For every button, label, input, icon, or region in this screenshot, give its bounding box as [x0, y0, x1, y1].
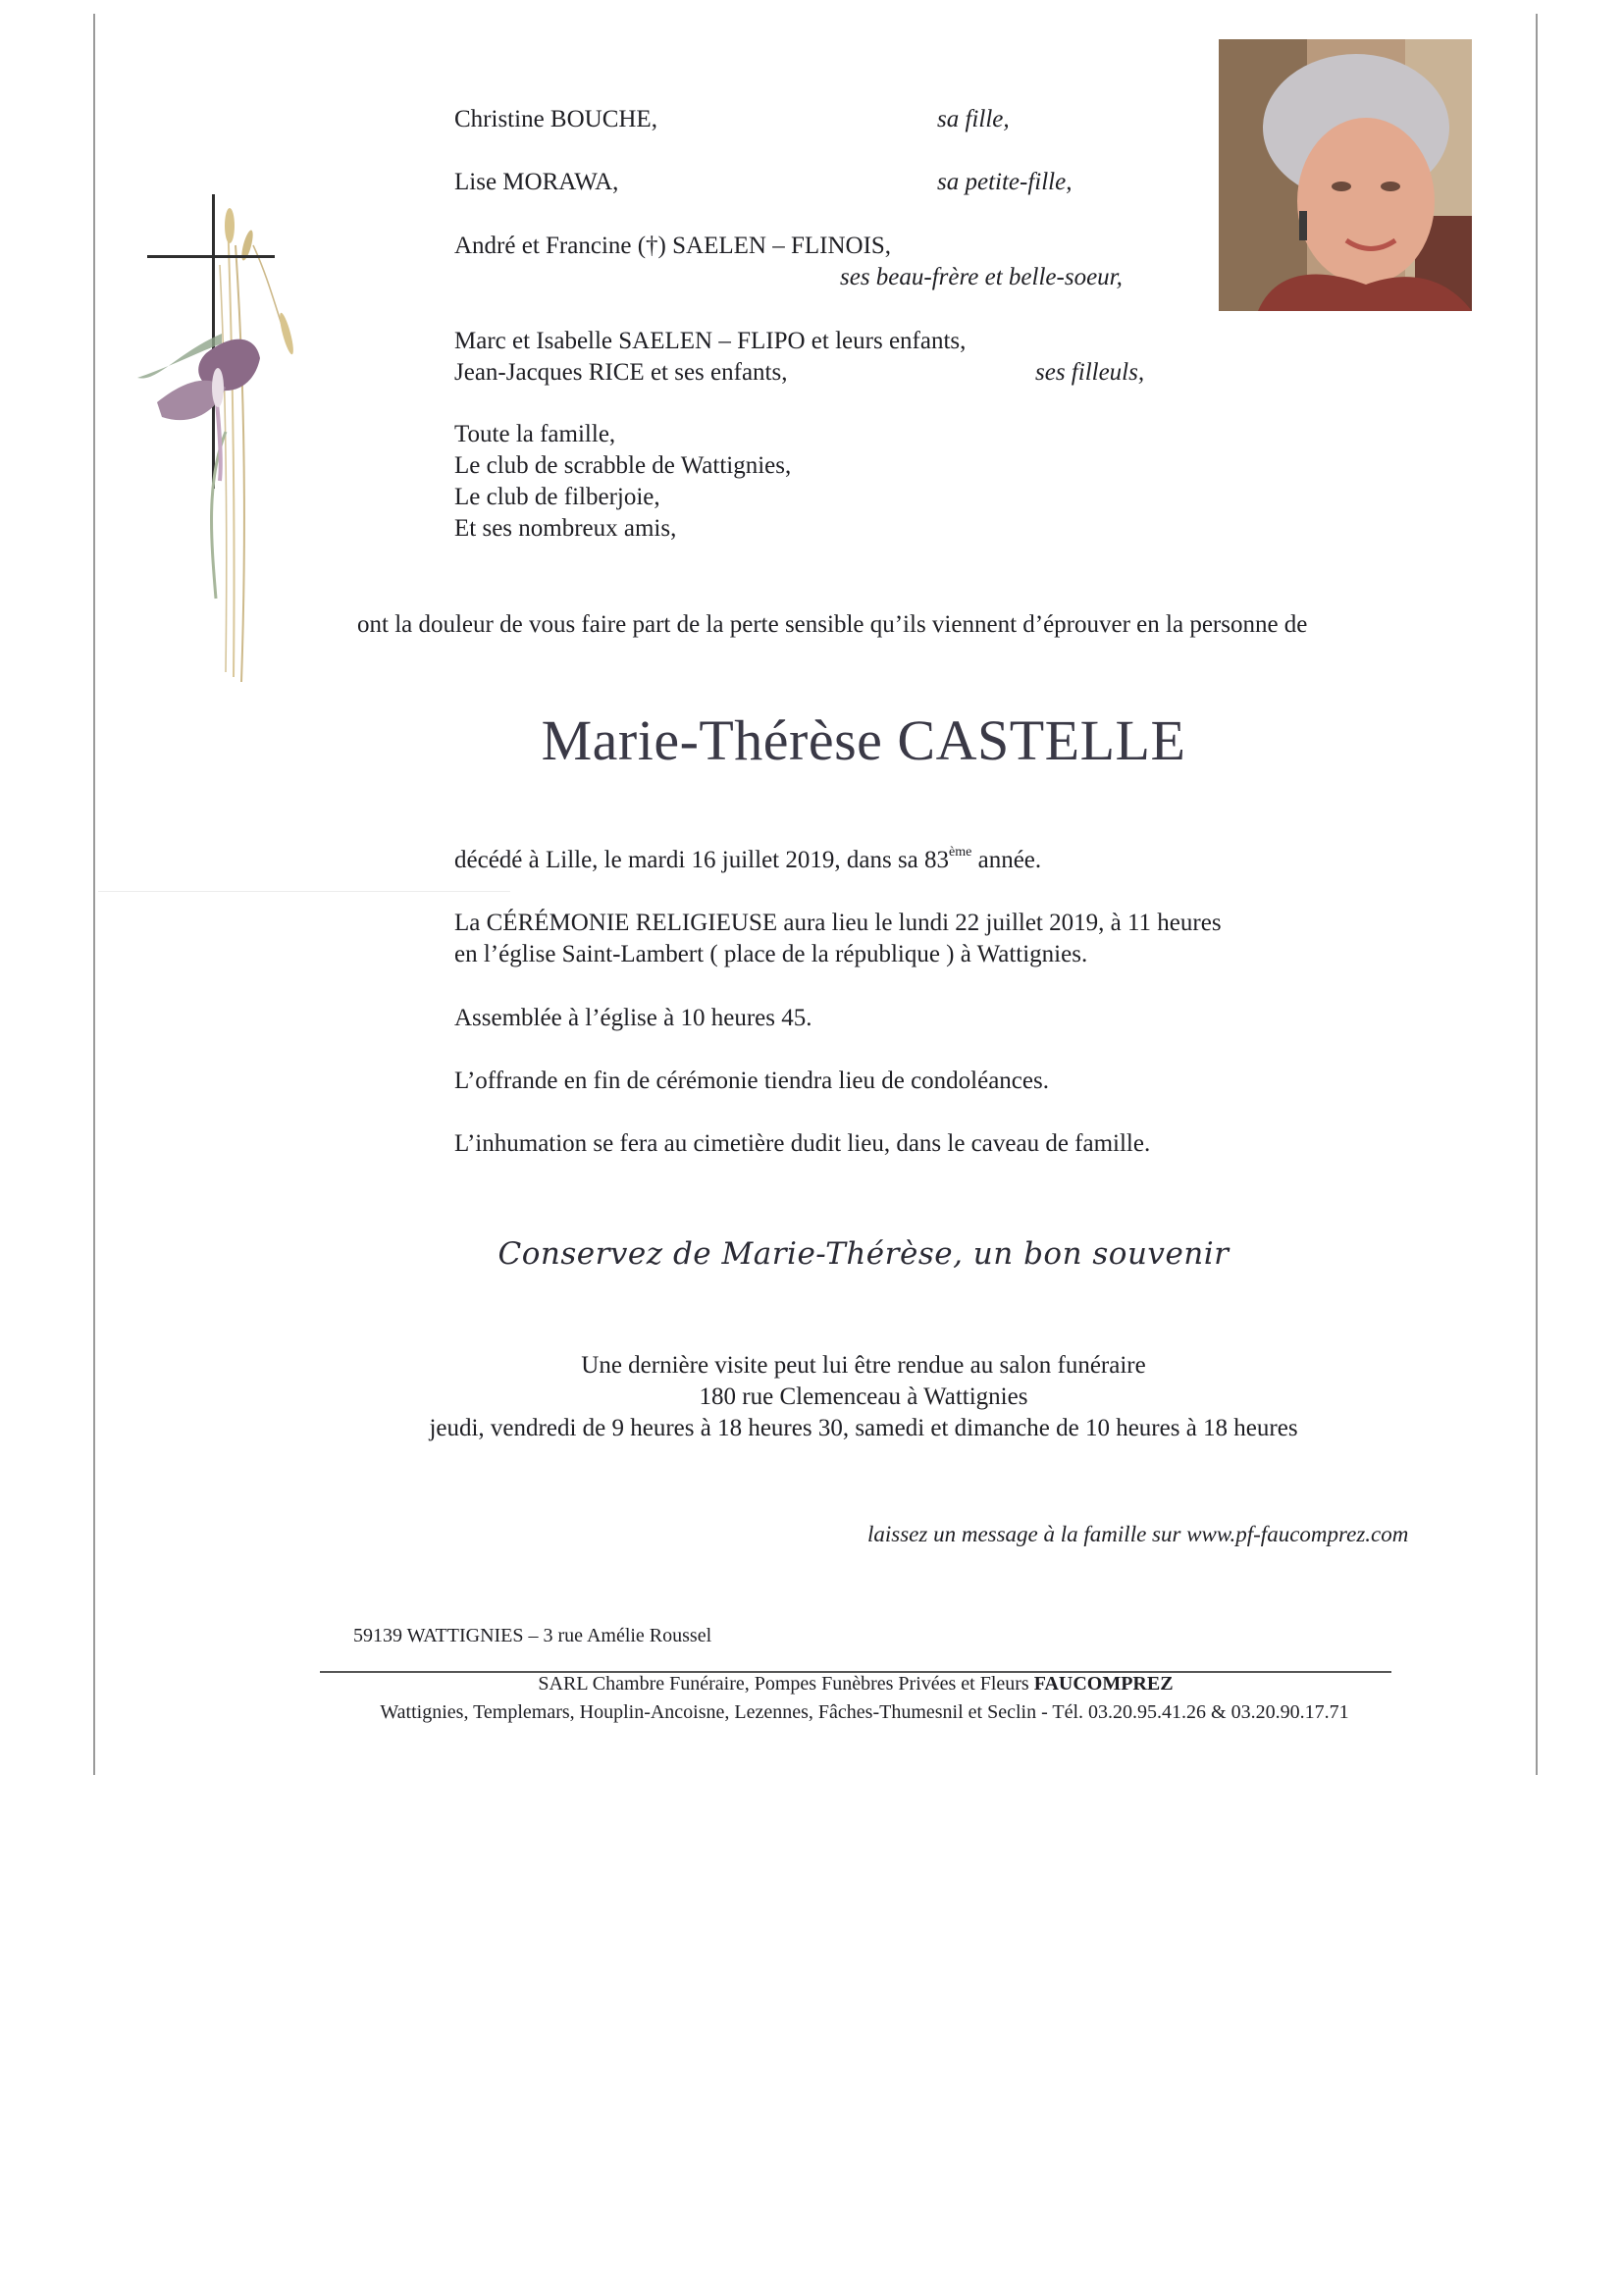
family-name-3: André et Francine (†) SAELEN – FLINOIS, [454, 233, 892, 259]
visit-line-2: 180 rue Clemenceau à Wattignies [699, 1383, 1028, 1410]
message-line: laissez un message à la famille sur www.pf-faucomprez.com [867, 1522, 1409, 1546]
visit-line-3: jeudi, vendredi de 9 heures à 18 heures 30, samedi et dimanche de 10 heures à 18 heures [429, 1415, 1298, 1441]
family-relation-5: ses filleuls, [1035, 359, 1145, 386]
footer-locations: Wattignies, Templemars, Houplin-Ancoisne, Lezennes, Fâches-Thumesnil et Seclin - Tél. 03.20.95.41.26 & 03.20.90.17.71 [380, 1701, 1349, 1723]
family-name-4: Marc et Isabelle SAELEN – FLIPO et leurs enfants, [454, 328, 967, 354]
ceremony-assembly: Assemblée à l’église à 10 heures 45. [454, 1005, 812, 1031]
ceremony-offering: L’offrande en fin de cérémonie tiendra lieu de condoléances. [454, 1068, 1049, 1094]
deceased-name: Marie-Thérèse CASTELLE [541, 708, 1186, 772]
ceremony-line-1: La CÉRÉMONIE RELIGIEUSE aura lieu le lundi 22 juillet 2019, à 11 heures [454, 910, 1222, 936]
family-others-3: Le club de filberjoie, [454, 484, 660, 510]
portrait-photo [1219, 39, 1472, 311]
scan-right-edge [1536, 14, 1538, 1775]
family-name-1: Christine BOUCHE, [454, 106, 657, 132]
family-others-1: Toute la famille, [454, 421, 616, 447]
death-text-before: décédé à Lille, le mardi 16 juillet 2019, dans sa 83 [454, 847, 950, 873]
footer-company [320, 1672, 1391, 1696]
scan-fold-line [98, 891, 510, 892]
family-name-2: Lise MORAWA, [454, 169, 619, 195]
visit-line-1: Une dernière visite peut lui être rendue au salon funéraire [581, 1352, 1146, 1379]
footer-company-prefix: SARL Chambre Funéraire, Pompes Funèbres Privées et Fleurs [538, 1673, 1034, 1695]
keepsake-line: Conservez de Marie-Thérèse, un bon souvenir [497, 1236, 1230, 1272]
family-relation-2: sa petite-fille, [937, 169, 1073, 195]
family-relation-1: sa fille, [937, 106, 1010, 132]
ceremony-line-2: en l’église Saint-Lambert ( place de la république ) à Wattignies. [454, 941, 1088, 967]
scan-left-edge [93, 14, 95, 1775]
family-others-2: Le club de scrabble de Wattignies, [454, 452, 792, 479]
death-sup: ème [949, 845, 972, 860]
ceremony-burial: L’inhumation se fera au cimetière dudit lieu, dans le caveau de famille. [454, 1130, 1151, 1157]
family-name-5: Jean-Jacques RICE et ses enfants, [454, 359, 788, 386]
announcement-text: ont la douleur de vous faire part de la perte sensible qu’ils viennent d’éprouver en la personne de [357, 611, 1308, 638]
footer-address: 59139 WATTIGNIES – 3 rue Amélie Roussel [353, 1625, 712, 1646]
family-relation-3: ses beau-frère et belle-soeur, [840, 264, 1123, 290]
death-text-after: année. [971, 847, 1042, 873]
death-info [454, 846, 1041, 879]
cross-lily-icon [137, 186, 324, 687]
family-others-4: Et ses nombreux amis, [454, 515, 677, 542]
footer-company-name: FAUCOMPREZ [1033, 1673, 1174, 1695]
